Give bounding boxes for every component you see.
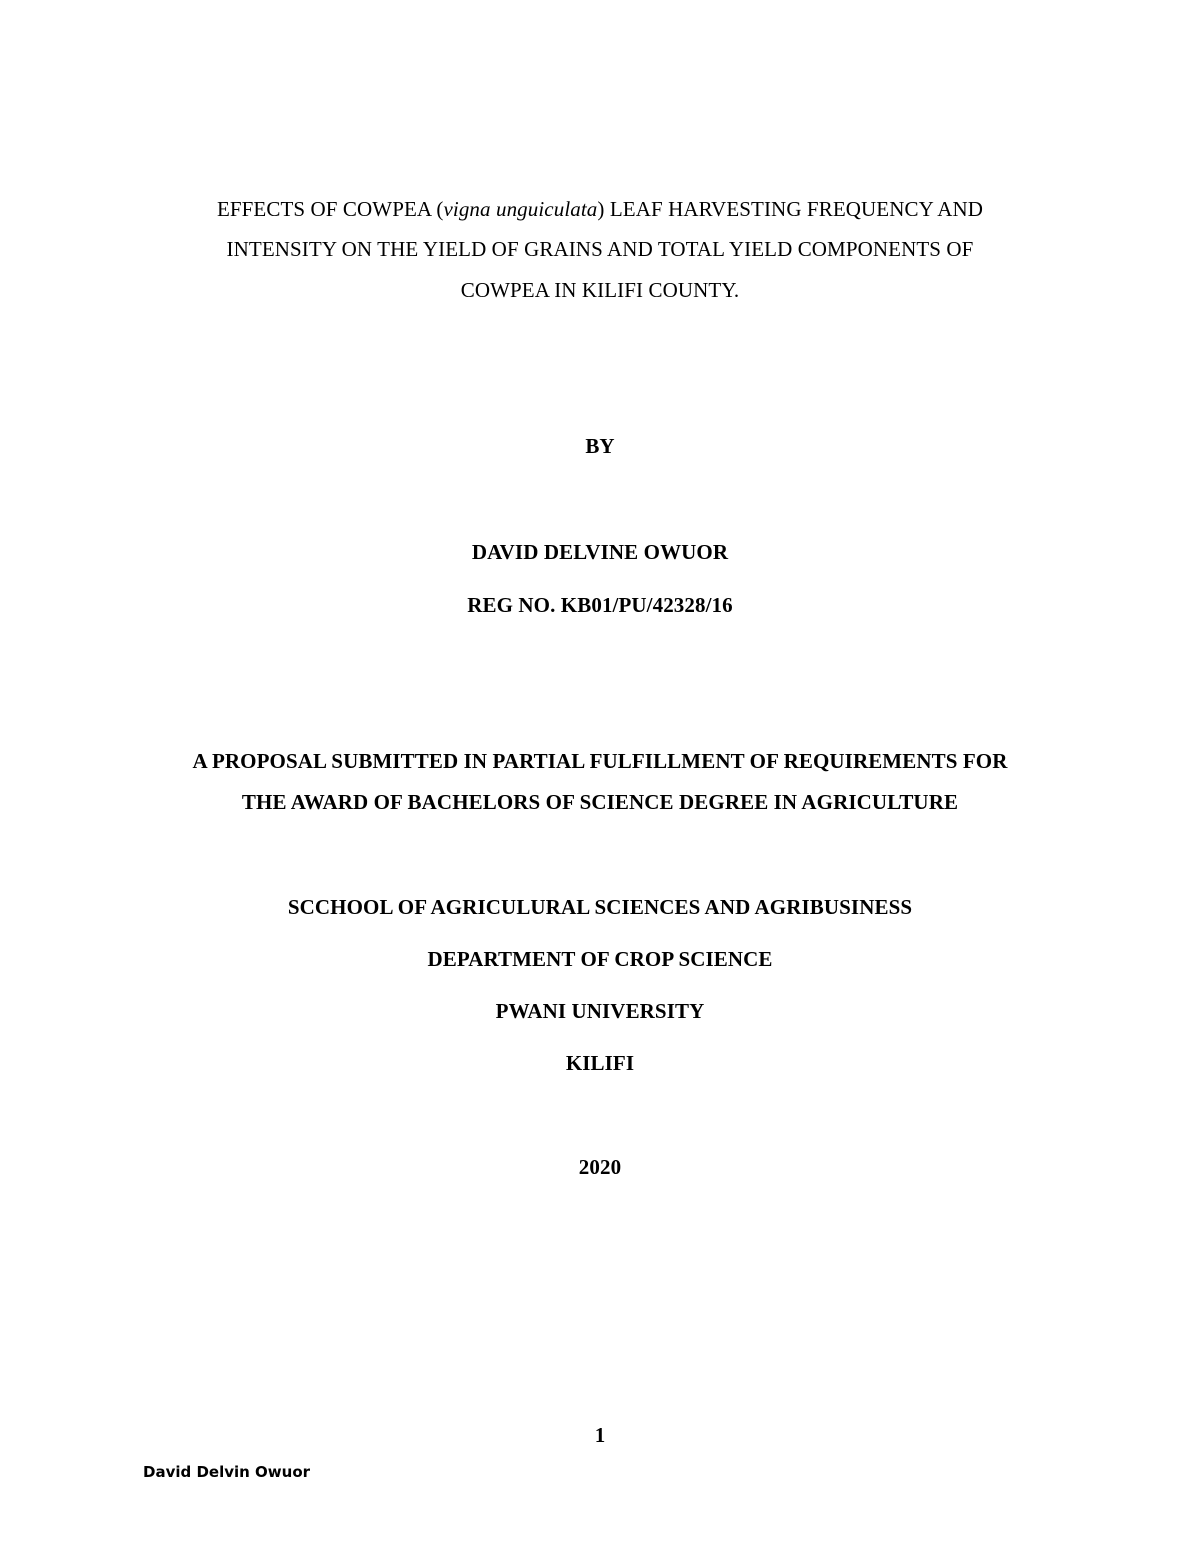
year: 2020: [578, 1155, 622, 1179]
page-number: 1: [594, 1423, 606, 1447]
department-name: DEPARTMENT OF CROP SCIENCE: [427, 947, 773, 971]
title-line-1-suffix: ) LEAF HARVESTING FREQUENCY AND: [597, 197, 984, 221]
title-line-1: [0, 196, 1200, 222]
location-name: KILIFI: [565, 1051, 635, 1075]
author-name: DAVID DELVINE OWUOR: [471, 540, 729, 564]
proposal-line-2: THE AWARD OF BACHELORS OF SCIENCE DEGREE IN AGRICULTURE: [241, 790, 959, 814]
title-line-1-prefix: EFFECTS OF COWPEA (: [216, 197, 444, 221]
university-name: PWANI UNIVERSITY: [495, 999, 705, 1023]
title-line-3: COWPEA IN KILIFI COUNTY.: [460, 278, 740, 302]
species-name-italic: vigna unguiculata: [443, 197, 598, 221]
proposal-line-1: A PROPOSAL SUBMITTED IN PARTIAL FULFILLMENT OF REQUIREMENTS FOR: [192, 749, 1008, 773]
by-label: BY: [585, 434, 615, 458]
school-name: SCCHOOL OF AGRICULURAL SCIENCES AND AGRIBUSINESS: [287, 895, 913, 919]
footer-author-name: David Delvin Owuor: [143, 1463, 311, 1481]
title-line-2: INTENSITY ON THE YIELD OF GRAINS AND TOTAL YIELD COMPONENTS OF: [226, 237, 974, 261]
registration-number: REG NO. KB01/PU/42328/16: [467, 593, 733, 617]
